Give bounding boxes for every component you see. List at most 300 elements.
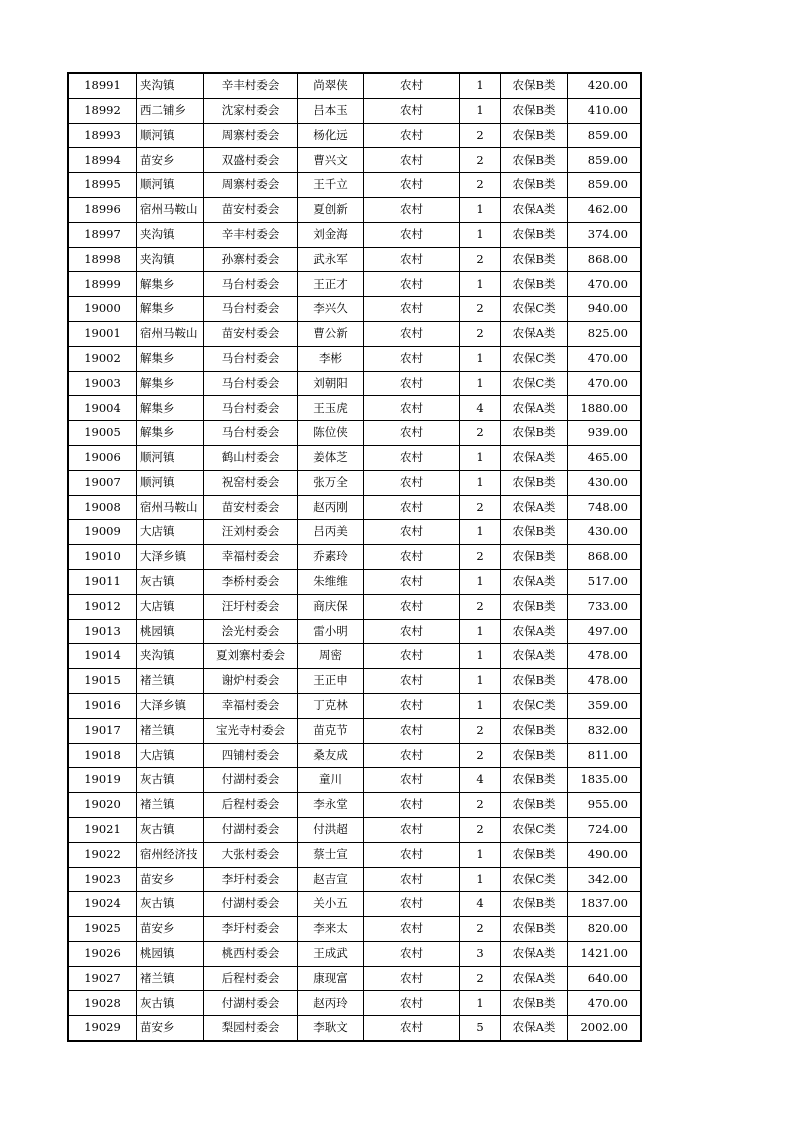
member-count-cell: 2 xyxy=(460,247,501,272)
household-type-cell: 农村 xyxy=(364,545,460,570)
table-row xyxy=(68,842,641,867)
household-type-cell: 农村 xyxy=(364,693,460,718)
household-type-cell: 农村 xyxy=(364,148,460,173)
record-id-cell: 19016 xyxy=(68,693,137,718)
person-name-cell: 朱维维 xyxy=(298,569,364,594)
record-id-cell: 19008 xyxy=(68,495,137,520)
record-id-cell: 18997 xyxy=(68,222,137,247)
amount-cell: 1835.00 xyxy=(568,768,642,793)
person-name-cell: 李永堂 xyxy=(298,793,364,818)
amount-cell: 430.00 xyxy=(568,520,642,545)
village-committee-cell: 苗安村委会 xyxy=(204,321,298,346)
records-table xyxy=(67,72,642,1042)
village-committee-cell: 付湖村委会 xyxy=(204,991,298,1016)
insurance-category-cell: 农保B类 xyxy=(501,892,568,917)
insurance-category-cell: 农保C类 xyxy=(501,297,568,322)
table-row xyxy=(68,743,641,768)
village-committee-cell: 幸福村委会 xyxy=(204,545,298,570)
record-id-cell: 19007 xyxy=(68,470,137,495)
village-committee-cell: 马台村委会 xyxy=(204,421,298,446)
town-cell: 褚兰镇 xyxy=(137,718,204,743)
table-row xyxy=(68,991,641,1016)
town-cell: 解集乡 xyxy=(137,371,204,396)
record-id-cell: 19000 xyxy=(68,297,137,322)
table-row xyxy=(68,73,641,98)
amount-cell: 820.00 xyxy=(568,917,642,942)
person-name-cell: 赵丙玲 xyxy=(298,991,364,1016)
record-id-cell: 19002 xyxy=(68,346,137,371)
record-id-cell: 19026 xyxy=(68,941,137,966)
insurance-category-cell: 农保B类 xyxy=(501,793,568,818)
person-name-cell: 曹兴文 xyxy=(298,148,364,173)
person-name-cell: 吕本玉 xyxy=(298,98,364,123)
household-type-cell: 农村 xyxy=(364,743,460,768)
household-type-cell: 农村 xyxy=(364,966,460,991)
insurance-category-cell: 农保A类 xyxy=(501,644,568,669)
person-name-cell: 张万全 xyxy=(298,470,364,495)
person-name-cell: 吕丙美 xyxy=(298,520,364,545)
village-committee-cell: 周寨村委会 xyxy=(204,173,298,198)
record-id-cell: 19027 xyxy=(68,966,137,991)
town-cell: 解集乡 xyxy=(137,272,204,297)
table-row xyxy=(68,495,641,520)
member-count-cell: 4 xyxy=(460,396,501,421)
insurance-category-cell: 农保B类 xyxy=(501,991,568,1016)
member-count-cell: 1 xyxy=(460,867,501,892)
table-row xyxy=(68,321,641,346)
table-row xyxy=(68,421,641,446)
amount-cell: 430.00 xyxy=(568,470,642,495)
village-committee-cell: 李圩村委会 xyxy=(204,917,298,942)
member-count-cell: 1 xyxy=(460,842,501,867)
table-row xyxy=(68,346,641,371)
village-committee-cell: 桃西村委会 xyxy=(204,941,298,966)
amount-cell: 410.00 xyxy=(568,98,642,123)
household-type-cell: 农村 xyxy=(364,644,460,669)
record-id-cell: 18993 xyxy=(68,123,137,148)
town-cell: 解集乡 xyxy=(137,297,204,322)
insurance-category-cell: 农保A类 xyxy=(501,941,568,966)
town-cell: 苗安乡 xyxy=(137,1016,204,1041)
person-name-cell: 李来太 xyxy=(298,917,364,942)
record-id-cell: 19024 xyxy=(68,892,137,917)
household-type-cell: 农村 xyxy=(364,867,460,892)
table-row xyxy=(68,817,641,842)
person-name-cell: 赵丙刚 xyxy=(298,495,364,520)
table-row xyxy=(68,644,641,669)
village-committee-cell: 浍光村委会 xyxy=(204,619,298,644)
household-type-cell: 农村 xyxy=(364,669,460,694)
record-id-cell: 18991 xyxy=(68,73,137,98)
record-id-cell: 19022 xyxy=(68,842,137,867)
person-name-cell: 杨化远 xyxy=(298,123,364,148)
household-type-cell: 农村 xyxy=(364,842,460,867)
amount-cell: 640.00 xyxy=(568,966,642,991)
village-committee-cell: 四铺村委会 xyxy=(204,743,298,768)
insurance-category-cell: 农保A类 xyxy=(501,966,568,991)
amount-cell: 359.00 xyxy=(568,693,642,718)
insurance-category-cell: 农保B类 xyxy=(501,222,568,247)
person-name-cell: 丁克林 xyxy=(298,693,364,718)
insurance-category-cell: 农保A类 xyxy=(501,396,568,421)
person-name-cell: 王正申 xyxy=(298,669,364,694)
household-type-cell: 农村 xyxy=(364,371,460,396)
town-cell: 宿州马鞍山 xyxy=(137,495,204,520)
table-row xyxy=(68,892,641,917)
amount-cell: 342.00 xyxy=(568,867,642,892)
member-count-cell: 1 xyxy=(460,569,501,594)
town-cell: 顺河镇 xyxy=(137,445,204,470)
amount-cell: 374.00 xyxy=(568,222,642,247)
household-type-cell: 农村 xyxy=(364,569,460,594)
village-committee-cell: 马台村委会 xyxy=(204,297,298,322)
amount-cell: 811.00 xyxy=(568,743,642,768)
household-type-cell: 农村 xyxy=(364,421,460,446)
insurance-category-cell: 农保B类 xyxy=(501,173,568,198)
household-type-cell: 农村 xyxy=(364,718,460,743)
person-name-cell: 尚翠侠 xyxy=(298,73,364,98)
person-name-cell: 王正才 xyxy=(298,272,364,297)
table-row xyxy=(68,545,641,570)
household-type-cell: 农村 xyxy=(364,1016,460,1041)
member-count-cell: 2 xyxy=(460,321,501,346)
village-committee-cell: 马台村委会 xyxy=(204,371,298,396)
amount-cell: 517.00 xyxy=(568,569,642,594)
household-type-cell: 农村 xyxy=(364,817,460,842)
member-count-cell: 2 xyxy=(460,594,501,619)
insurance-category-cell: 农保B类 xyxy=(501,743,568,768)
town-cell: 苗安乡 xyxy=(137,867,204,892)
household-type-cell: 农村 xyxy=(364,619,460,644)
village-committee-cell: 付湖村委会 xyxy=(204,892,298,917)
village-committee-cell: 付湖村委会 xyxy=(204,768,298,793)
record-id-cell: 19023 xyxy=(68,867,137,892)
village-committee-cell: 苗安村委会 xyxy=(204,197,298,222)
town-cell: 褚兰镇 xyxy=(137,966,204,991)
town-cell: 大店镇 xyxy=(137,594,204,619)
member-count-cell: 1 xyxy=(460,272,501,297)
insurance-category-cell: 农保C类 xyxy=(501,867,568,892)
record-id-cell: 19017 xyxy=(68,718,137,743)
person-name-cell: 姜体芝 xyxy=(298,445,364,470)
town-cell: 顺河镇 xyxy=(137,470,204,495)
town-cell: 顺河镇 xyxy=(137,123,204,148)
village-committee-cell: 谢炉村委会 xyxy=(204,669,298,694)
table-row xyxy=(68,669,641,694)
member-count-cell: 5 xyxy=(460,1016,501,1041)
amount-cell: 955.00 xyxy=(568,793,642,818)
record-id-cell: 19001 xyxy=(68,321,137,346)
village-committee-cell: 周寨村委会 xyxy=(204,123,298,148)
amount-cell: 1837.00 xyxy=(568,892,642,917)
village-committee-cell: 李桥村委会 xyxy=(204,569,298,594)
person-name-cell: 刘金海 xyxy=(298,222,364,247)
record-id-cell: 18996 xyxy=(68,197,137,222)
insurance-category-cell: 农保B类 xyxy=(501,520,568,545)
insurance-category-cell: 农保B类 xyxy=(501,148,568,173)
insurance-category-cell: 农保A类 xyxy=(501,495,568,520)
member-count-cell: 2 xyxy=(460,148,501,173)
member-count-cell: 1 xyxy=(460,470,501,495)
member-count-cell: 2 xyxy=(460,743,501,768)
table-row xyxy=(68,148,641,173)
town-cell: 大泽乡镇 xyxy=(137,545,204,570)
insurance-category-cell: 农保B类 xyxy=(501,917,568,942)
amount-cell: 868.00 xyxy=(568,247,642,272)
member-count-cell: 1 xyxy=(460,197,501,222)
member-count-cell: 2 xyxy=(460,173,501,198)
amount-cell: 1880.00 xyxy=(568,396,642,421)
table-row xyxy=(68,470,641,495)
amount-cell: 478.00 xyxy=(568,669,642,694)
insurance-category-cell: 农保B类 xyxy=(501,594,568,619)
table-row xyxy=(68,941,641,966)
person-name-cell: 赵吉宣 xyxy=(298,867,364,892)
household-type-cell: 农村 xyxy=(364,222,460,247)
town-cell: 桃园镇 xyxy=(137,619,204,644)
member-count-cell: 2 xyxy=(460,297,501,322)
person-name-cell: 王成武 xyxy=(298,941,364,966)
record-id-cell: 19019 xyxy=(68,768,137,793)
record-id-cell: 18994 xyxy=(68,148,137,173)
member-count-cell: 2 xyxy=(460,545,501,570)
member-count-cell: 2 xyxy=(460,917,501,942)
record-id-cell: 18992 xyxy=(68,98,137,123)
record-id-cell: 19028 xyxy=(68,991,137,1016)
record-id-cell: 19013 xyxy=(68,619,137,644)
member-count-cell: 1 xyxy=(460,520,501,545)
household-type-cell: 农村 xyxy=(364,991,460,1016)
village-committee-cell: 后程村委会 xyxy=(204,966,298,991)
record-id-cell: 18999 xyxy=(68,272,137,297)
village-committee-cell: 苗安村委会 xyxy=(204,495,298,520)
member-count-cell: 1 xyxy=(460,644,501,669)
table-row xyxy=(68,966,641,991)
amount-cell: 465.00 xyxy=(568,445,642,470)
household-type-cell: 农村 xyxy=(364,594,460,619)
village-committee-cell: 幸福村委会 xyxy=(204,693,298,718)
member-count-cell: 1 xyxy=(460,73,501,98)
member-count-cell: 4 xyxy=(460,892,501,917)
table-row xyxy=(68,197,641,222)
village-committee-cell: 后程村委会 xyxy=(204,793,298,818)
amount-cell: 470.00 xyxy=(568,346,642,371)
table-row xyxy=(68,297,641,322)
village-committee-cell: 鹤山村委会 xyxy=(204,445,298,470)
table-row xyxy=(68,1016,641,1041)
member-count-cell: 1 xyxy=(460,669,501,694)
amount-cell: 470.00 xyxy=(568,272,642,297)
amount-cell: 733.00 xyxy=(568,594,642,619)
village-committee-cell: 汪刘村委会 xyxy=(204,520,298,545)
record-id-cell: 19010 xyxy=(68,545,137,570)
household-type-cell: 农村 xyxy=(364,520,460,545)
person-name-cell: 周密 xyxy=(298,644,364,669)
amount-cell: 490.00 xyxy=(568,842,642,867)
member-count-cell: 2 xyxy=(460,495,501,520)
member-count-cell: 1 xyxy=(460,445,501,470)
person-name-cell: 李耿文 xyxy=(298,1016,364,1041)
town-cell: 灰古镇 xyxy=(137,817,204,842)
member-count-cell: 1 xyxy=(460,693,501,718)
town-cell: 解集乡 xyxy=(137,421,204,446)
amount-cell: 859.00 xyxy=(568,123,642,148)
household-type-cell: 农村 xyxy=(364,272,460,297)
amount-cell: 470.00 xyxy=(568,371,642,396)
town-cell: 苗安乡 xyxy=(137,917,204,942)
record-id-cell: 19015 xyxy=(68,669,137,694)
member-count-cell: 2 xyxy=(460,966,501,991)
town-cell: 褚兰镇 xyxy=(137,793,204,818)
amount-cell: 832.00 xyxy=(568,718,642,743)
town-cell: 宿州马鞍山 xyxy=(137,197,204,222)
insurance-category-cell: 农保B类 xyxy=(501,842,568,867)
town-cell: 夹沟镇 xyxy=(137,247,204,272)
table-row xyxy=(68,396,641,421)
record-id-cell: 19011 xyxy=(68,569,137,594)
household-type-cell: 农村 xyxy=(364,173,460,198)
household-type-cell: 农村 xyxy=(364,297,460,322)
person-name-cell: 蔡士宣 xyxy=(298,842,364,867)
town-cell: 夹沟镇 xyxy=(137,644,204,669)
person-name-cell: 王千立 xyxy=(298,173,364,198)
person-name-cell: 李兴久 xyxy=(298,297,364,322)
table-row xyxy=(68,619,641,644)
insurance-category-cell: 农保A类 xyxy=(501,619,568,644)
town-cell: 顺河镇 xyxy=(137,173,204,198)
amount-cell: 470.00 xyxy=(568,991,642,1016)
member-count-cell: 1 xyxy=(460,371,501,396)
member-count-cell: 1 xyxy=(460,991,501,1016)
amount-cell: 748.00 xyxy=(568,495,642,520)
insurance-category-cell: 农保A类 xyxy=(501,569,568,594)
village-committee-cell: 辛丰村委会 xyxy=(204,222,298,247)
person-name-cell: 商庆保 xyxy=(298,594,364,619)
household-type-cell: 农村 xyxy=(364,768,460,793)
person-name-cell: 桑友成 xyxy=(298,743,364,768)
village-committee-cell: 付湖村委会 xyxy=(204,817,298,842)
household-type-cell: 农村 xyxy=(364,941,460,966)
village-committee-cell: 双盛村委会 xyxy=(204,148,298,173)
town-cell: 灰古镇 xyxy=(137,892,204,917)
village-committee-cell: 马台村委会 xyxy=(204,396,298,421)
town-cell: 解集乡 xyxy=(137,396,204,421)
insurance-category-cell: 农保C类 xyxy=(501,817,568,842)
town-cell: 灰古镇 xyxy=(137,991,204,1016)
insurance-category-cell: 农保C类 xyxy=(501,371,568,396)
town-cell: 灰古镇 xyxy=(137,768,204,793)
member-count-cell: 2 xyxy=(460,793,501,818)
table-row xyxy=(68,569,641,594)
town-cell: 桃园镇 xyxy=(137,941,204,966)
person-name-cell: 雷小明 xyxy=(298,619,364,644)
insurance-category-cell: 农保B类 xyxy=(501,247,568,272)
insurance-category-cell: 农保A类 xyxy=(501,445,568,470)
town-cell: 苗安乡 xyxy=(137,148,204,173)
village-committee-cell: 马台村委会 xyxy=(204,272,298,297)
town-cell: 宿州经济技 xyxy=(137,842,204,867)
table-row xyxy=(68,173,641,198)
household-type-cell: 农村 xyxy=(364,793,460,818)
table-row xyxy=(68,718,641,743)
household-type-cell: 农村 xyxy=(364,247,460,272)
household-type-cell: 农村 xyxy=(364,346,460,371)
amount-cell: 868.00 xyxy=(568,545,642,570)
table-row xyxy=(68,247,641,272)
member-count-cell: 2 xyxy=(460,718,501,743)
member-count-cell: 1 xyxy=(460,346,501,371)
member-count-cell: 2 xyxy=(460,817,501,842)
village-committee-cell: 李圩村委会 xyxy=(204,867,298,892)
table-row xyxy=(68,123,641,148)
town-cell: 夹沟镇 xyxy=(137,73,204,98)
amount-cell: 940.00 xyxy=(568,297,642,322)
insurance-category-cell: 农保B类 xyxy=(501,768,568,793)
amount-cell: 859.00 xyxy=(568,148,642,173)
person-name-cell: 关小五 xyxy=(298,892,364,917)
insurance-category-cell: 农保C类 xyxy=(501,346,568,371)
record-id-cell: 19003 xyxy=(68,371,137,396)
records-table-body xyxy=(68,73,641,1041)
record-id-cell: 19020 xyxy=(68,793,137,818)
household-type-cell: 农村 xyxy=(364,495,460,520)
amount-cell: 497.00 xyxy=(568,619,642,644)
table-row xyxy=(68,98,641,123)
amount-cell: 2002.00 xyxy=(568,1016,642,1041)
person-name-cell: 武永军 xyxy=(298,247,364,272)
household-type-cell: 农村 xyxy=(364,396,460,421)
table-row xyxy=(68,594,641,619)
household-type-cell: 农村 xyxy=(364,917,460,942)
town-cell: 大店镇 xyxy=(137,520,204,545)
household-type-cell: 农村 xyxy=(364,197,460,222)
amount-cell: 724.00 xyxy=(568,817,642,842)
village-committee-cell: 辛丰村委会 xyxy=(204,73,298,98)
record-id-cell: 19006 xyxy=(68,445,137,470)
town-cell: 夹沟镇 xyxy=(137,222,204,247)
amount-cell: 939.00 xyxy=(568,421,642,446)
person-name-cell: 康现富 xyxy=(298,966,364,991)
person-name-cell: 苗克节 xyxy=(298,718,364,743)
insurance-category-cell: 农保B类 xyxy=(501,669,568,694)
village-committee-cell: 梨园村委会 xyxy=(204,1016,298,1041)
table-row xyxy=(68,793,641,818)
amount-cell: 478.00 xyxy=(568,644,642,669)
person-name-cell: 李彬 xyxy=(298,346,364,371)
town-cell: 褚兰镇 xyxy=(137,669,204,694)
table-row xyxy=(68,867,641,892)
village-committee-cell: 孙寨村委会 xyxy=(204,247,298,272)
record-id-cell: 19005 xyxy=(68,421,137,446)
household-type-cell: 农村 xyxy=(364,98,460,123)
record-id-cell: 19004 xyxy=(68,396,137,421)
record-id-cell: 19025 xyxy=(68,917,137,942)
person-name-cell: 乔素玲 xyxy=(298,545,364,570)
table-row xyxy=(68,917,641,942)
household-type-cell: 农村 xyxy=(364,123,460,148)
amount-cell: 825.00 xyxy=(568,321,642,346)
village-committee-cell: 夏刘寨村委会 xyxy=(204,644,298,669)
table-row xyxy=(68,371,641,396)
record-id-cell: 18998 xyxy=(68,247,137,272)
record-id-cell: 19021 xyxy=(68,817,137,842)
village-committee-cell: 宝光寺村委会 xyxy=(204,718,298,743)
village-committee-cell: 沈家村委会 xyxy=(204,98,298,123)
person-name-cell: 刘朝阳 xyxy=(298,371,364,396)
person-name-cell: 王玉虎 xyxy=(298,396,364,421)
insurance-category-cell: 农保A类 xyxy=(501,197,568,222)
village-committee-cell: 大张村委会 xyxy=(204,842,298,867)
